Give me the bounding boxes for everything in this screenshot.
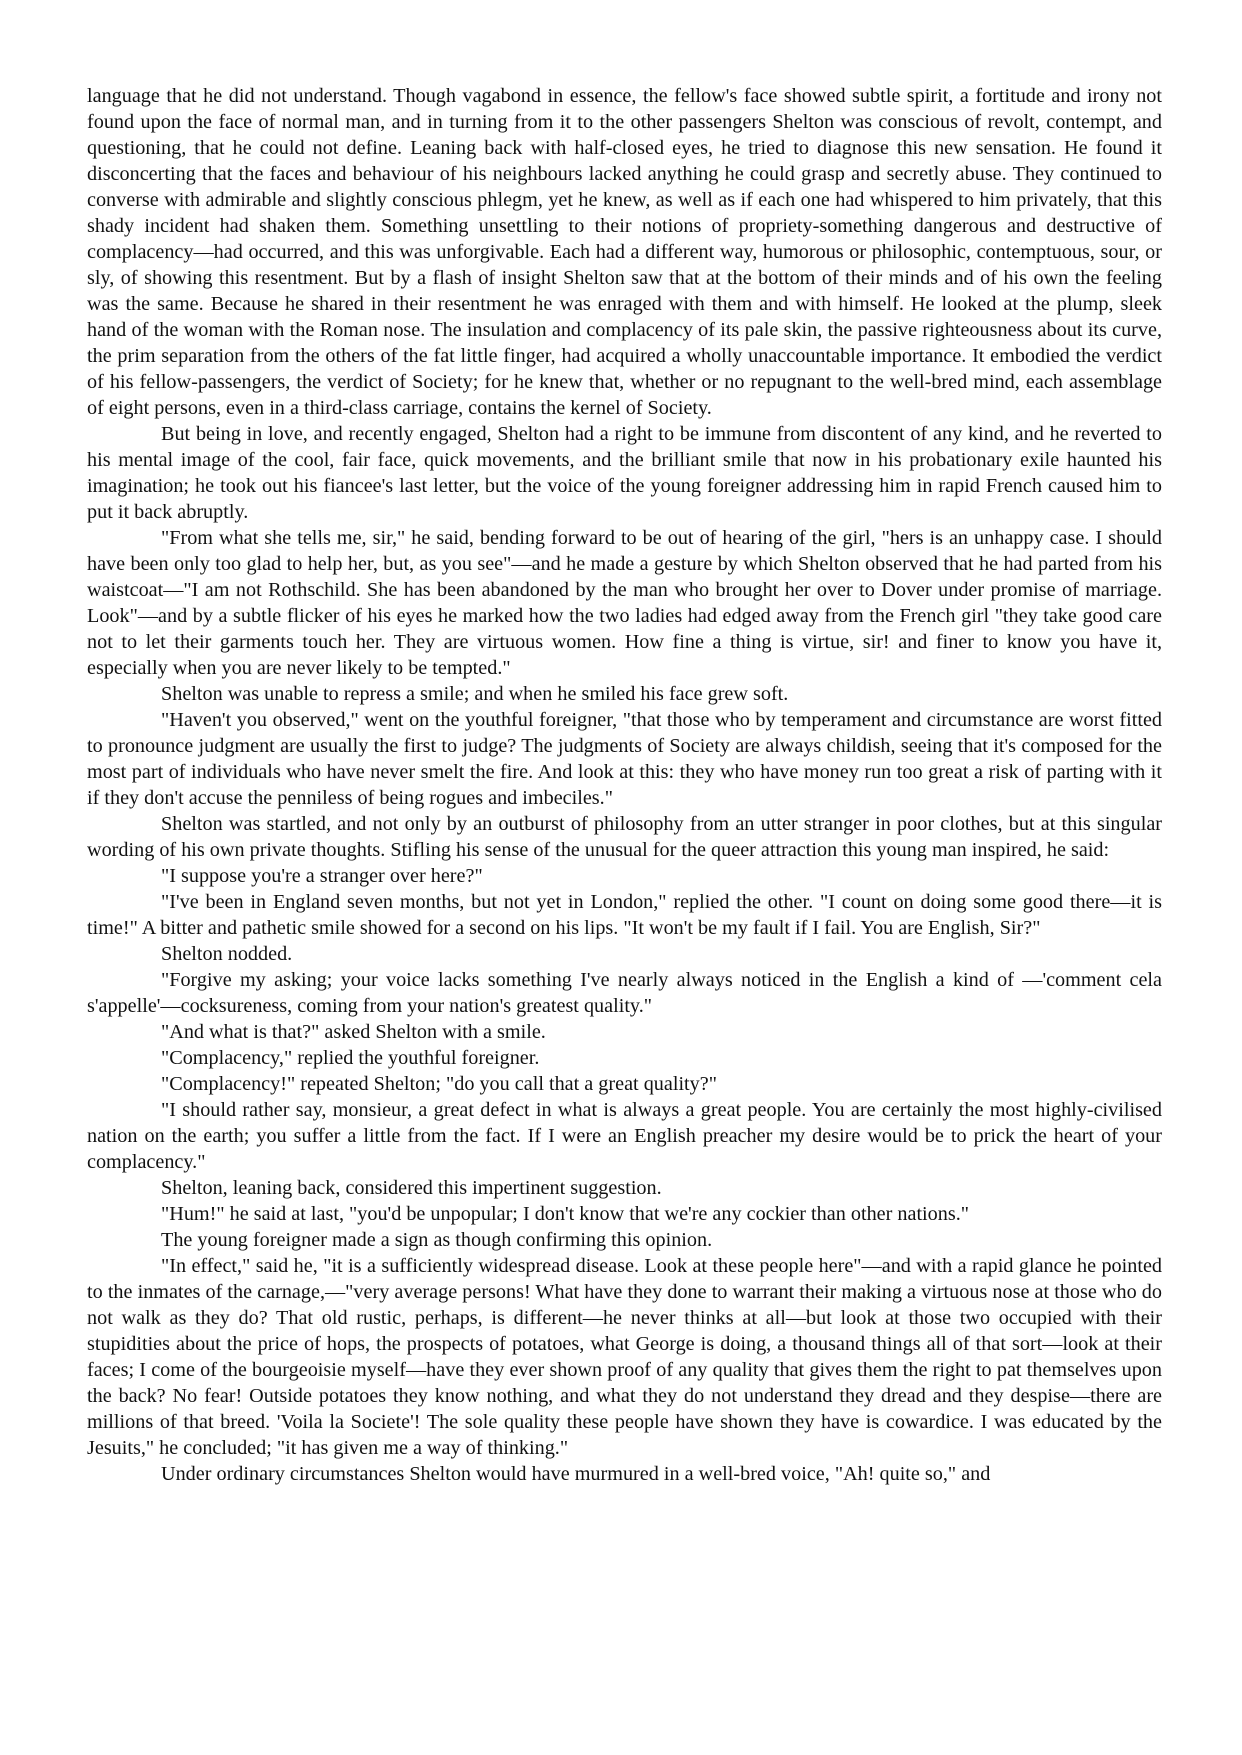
paragraph: language that he did not understand. Though vagabond in essence, the fellow's face showed subtle spirit, a fortitude and irony not found upon the face of normal man, and in turning from it to the other passengers Shelton was conscious of revolt, contempt, and questioning, that he could not define. Leaning back with half-closed eyes, he tried to diagnose this new sensation. He found it disconcerting that the faces and behaviour of his neighbours lacked anything he could grasp and secretly abuse. They continued to converse with admirable and slightly conscious phlegm, yet he knew, as well as if each one had whispered to him privately, that this shady incident had shaken them. Something unsettling to their notions of propriety-something dangerous and destructive of complacency—had occurred, and this was unforgivable. Each had a different way, humorous or philosophic, contemptuous, sour, or sly, of showing this resentment. But by a flash of insight Shelton saw that at the bottom of their minds and of his own the feeling was the same. Because he shared in their resentment he was enraged with them and with himself. He looked at the plump, sleek hand of the woman with the Roman nose. The insulation and complacency of its pale skin, the passive righteousness about its curve, the prim separation from the others of the fat little finger, had acquired a wholly unaccountable importance. It embodied the verdict of his fellow-passengers, the verdict of Society; for he knew that, whether or no repugnant to the well-bred mind, each assemblage of eight persons, even in a third-class carriage, contains the kernel of Society. <box>87 85 1162 419</box>
paragraph: Shelton nodded. <box>161 943 293 965</box>
paragraph: Shelton was unable to repress a smile; and when he smiled his face grew soft. <box>161 683 789 705</box>
paragraph: "Complacency," replied the youthful foreigner. <box>161 1047 540 1069</box>
paragraph: "Hum!" he said at last, "you'd be unpopular; I don't know that we're any cockier than other nations." <box>161 1203 969 1225</box>
paragraph: "In effect," said he, "it is a sufficiently widespread disease. Look at these people here"—and with a rapid glance he pointed to the inmates of the carnage,—"very average persons! What have they done to warrant their making a virtuous nose at those who do not walk as they do? That old rustic, perhaps, is different—he never thinks at all—but look at those two occupied with their stupidities about the price of hops, the prospects of potatoes, what George is doing, a thousand things all of that sort—look at their faces; I come of the bourgeoisie myself—have they ever shown proof of any quality that gives them the right to pat themselves upon the back? No fear! Outside potatoes they know nothing, and what they do not understand they dread and they despise—there are millions of that breed. 'Voila la Societe'! The sole quality these people have shown they have is cowardice. I was educated by the Jesuits," he concluded; "it has given me a way of thinking." <box>87 1255 1162 1459</box>
paragraph: "From what she tells me, sir," he said, bending forward to be out of hearing of the girl, "hers is an unhappy case. I should have been only too glad to help her, but, as you see"—and he made a gesture by which Shelton observed that he had parted from his waistcoat—"I am not Rothschild. She has been abandoned by the man who brought her over to Dover under promise of marriage. Look"—and by a subtle flicker of his eyes he marked how the two ladies had edged away from the French girl "they take good care not to let their garments touch her. They are virtuous women. How fine a thing is virtue, sir! and finer to know you have it, especially when you are never likely to be tempted." <box>87 527 1162 679</box>
paragraph: But being in love, and recently engaged, Shelton had a right to be immune from discontent of any kind, and he reverted to his mental image of the cool, fair face, quick movements, and the brilliant smile that now in his probationary exile haunted his imagination; he took out his fiancee's last letter, but the voice of the young foreigner addressing him in rapid French caused him to put it back abruptly. <box>87 423 1162 523</box>
paragraph: "Forgive my asking; your voice lacks something I've nearly always noticed in the English a kind of —'comment cela s'appelle'—cocksureness, coming from your nation's greatest quality." <box>87 969 1162 1017</box>
paragraph: "I suppose you're a stranger over here?" <box>161 865 483 887</box>
paragraph: Shelton was startled, and not only by an outburst of philosophy from an utter stranger in poor clothes, but at this singular wording of his own private thoughts. Stifling his sense of the unusual for the queer attraction this young man inspired, he said: <box>87 813 1162 861</box>
paragraph: The young foreigner made a sign as though confirming this opinion. <box>161 1229 713 1251</box>
paragraph: "I've been in England seven months, but not yet in London," replied the other. "I count on doing some good there—it is time!" A bitter and pathetic smile showed for a second on his lips. "It won't be my fault if I fail. You are English, Sir?" <box>87 891 1162 939</box>
paragraph: "And what is that?" asked Shelton with a smile. <box>161 1021 546 1043</box>
paragraph: Under ordinary circumstances Shelton would have murmured in a well-bred voice, "Ah! quite so," and <box>161 1463 991 1485</box>
paragraph: "I should rather say, monsieur, a great defect in what is always a great people. You are certainly the most highly-civilised nation on the earth; you suffer a little from the fact. If I were an English preacher my desire would be to prick the heart of your complacency." <box>87 1099 1162 1173</box>
paragraph: Shelton, leaning back, considered this impertinent suggestion. <box>161 1177 662 1199</box>
paragraph: "Haven't you observed," went on the youthful foreigner, "that those who by temperament and circumstance are worst fitted to pronounce judgment are usually the first to judge? The judgments of Society are always childish, seeing that it's composed for the most part of individuals who have never smelt the fire. And look at this: they who have money run too great a risk of parting with it if they don't accuse the penniless of being rogues and imbeciles." <box>87 709 1162 809</box>
paragraph: "Complacency!" repeated Shelton; "do you call that a great quality?" <box>161 1073 717 1095</box>
